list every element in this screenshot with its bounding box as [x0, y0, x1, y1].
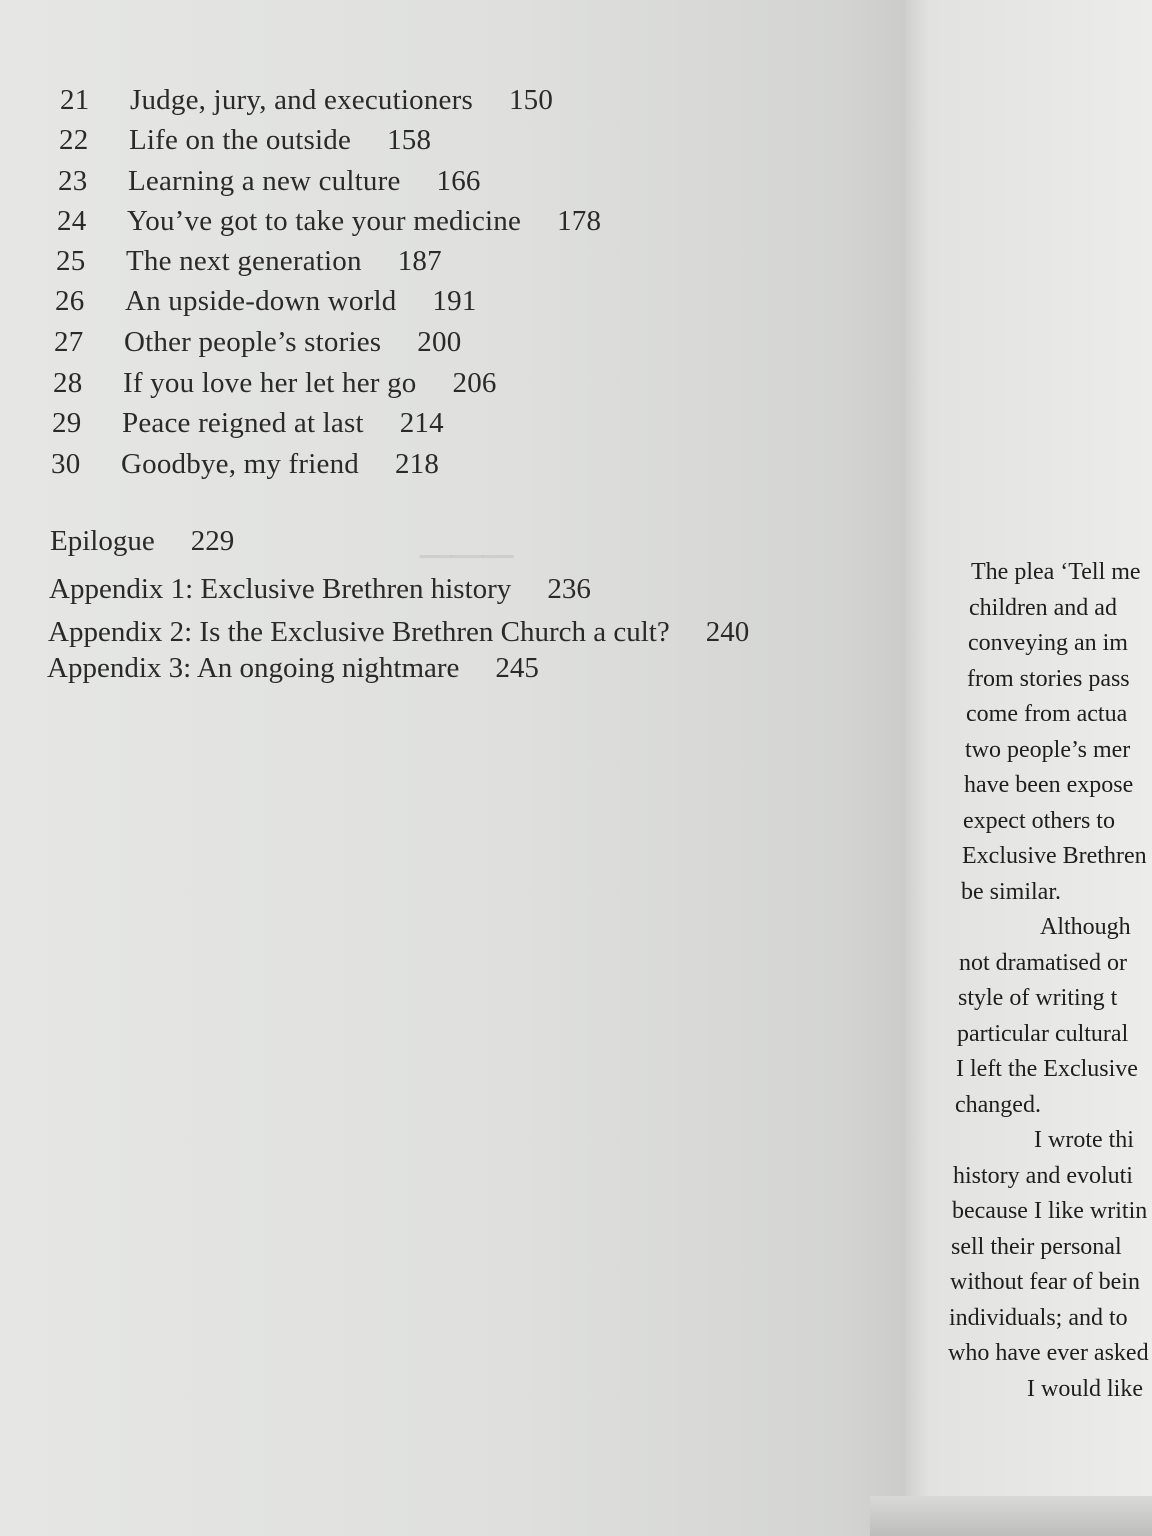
chapter-title: The next generation	[126, 245, 362, 277]
text-line: The plea ‘Tell me	[971, 559, 1141, 585]
right-page-clip	[905, 0, 1152, 1536]
text-line: Exclusive Brethren	[962, 843, 1147, 869]
toc-entry	[57, 205, 601, 238]
back-matter-page: 229	[190, 525, 235, 557]
text-line: be similar.	[961, 878, 1061, 905]
back-matter-title: Appendix 2: Is the Exclusive Brethren Church a cult?	[48, 616, 670, 648]
chapter-page: 214	[399, 407, 444, 439]
text-line: style of writing t	[958, 985, 1118, 1011]
text-line: particular cultural	[957, 1020, 1129, 1047]
text-line: children and ad	[969, 594, 1117, 621]
back-matter-page: 240	[705, 616, 750, 648]
toc-appendix-3	[47, 652, 539, 685]
toc-entry	[56, 245, 442, 278]
chapter-number: 27	[54, 326, 84, 358]
chapter-title: If you love her let her go	[123, 367, 417, 399]
chapter-title: An upside-down world	[125, 285, 397, 317]
chapter-page: 218	[394, 448, 440, 480]
back-matter-page: 245	[495, 652, 539, 684]
text-line: not dramatised or	[959, 949, 1127, 976]
toc-entry	[51, 448, 439, 481]
toc-appendix-2	[48, 616, 749, 649]
text-line: expect others to	[963, 807, 1115, 834]
chapter-title: You’ve got to take your medicine	[127, 205, 522, 237]
chapter-page: 191	[432, 285, 477, 317]
chapter-number: 29	[52, 407, 82, 439]
toc-entry	[59, 124, 431, 157]
chapter-title: Life on the outside	[129, 124, 352, 156]
chapter-page: 150	[508, 84, 554, 116]
chapter-title: Learning a new culture	[128, 165, 401, 197]
chapter-page: 166	[436, 165, 481, 197]
chapter-page: 200	[417, 326, 462, 358]
toc-appendix-1	[49, 573, 591, 606]
text-line: I wrote thi	[1034, 1127, 1134, 1153]
text-line: sell their personal	[951, 1233, 1122, 1260]
chapter-title: Judge, jury, and executioners	[130, 84, 473, 116]
back-matter-title: Epilogue	[50, 525, 155, 557]
text-line: from stories pass	[967, 665, 1130, 692]
text-line: history and evoluti	[953, 1162, 1133, 1189]
chapter-page: 187	[397, 245, 442, 277]
back-matter-title: Appendix 3: An ongoing nightmare	[47, 652, 460, 684]
toc-entry	[54, 326, 461, 359]
chapter-number: 21	[60, 84, 90, 116]
chapter-title: Peace reigned at last	[122, 407, 364, 439]
text-line: have been expose	[964, 772, 1134, 798]
chapter-number: 22	[59, 124, 89, 156]
text-line: come from actua	[966, 701, 1128, 727]
chapter-number: 26	[55, 285, 85, 317]
toc-entry	[58, 165, 481, 198]
toc-entry	[55, 285, 477, 318]
chapter-number: 25	[56, 245, 86, 277]
toc-entry	[52, 407, 444, 440]
text-line: individuals; and to	[949, 1304, 1128, 1331]
text-line: I left the Exclusive	[956, 1056, 1138, 1082]
text-line: changed.	[955, 1091, 1041, 1118]
chapter-page: 158	[387, 124, 432, 156]
chapter-number: 24	[57, 205, 87, 237]
text-line: I would like	[1027, 1375, 1143, 1402]
body-text	[948, 555, 1152, 1407]
back-matter-title: Appendix 1: Exclusive Brethren history	[49, 573, 512, 605]
text-line: who have ever asked	[948, 1340, 1149, 1366]
chapter-number: 30	[51, 448, 81, 480]
text-line: because I like writin	[952, 1198, 1148, 1224]
toc-entry	[60, 84, 553, 117]
chapter-number: 23	[58, 165, 88, 197]
show-through-shadow: ───	[420, 531, 514, 580]
chapter-page: 178	[557, 205, 602, 237]
chapter-page: 206	[452, 367, 497, 399]
text-line: conveying an im	[968, 630, 1128, 656]
text-line: two people’s mer	[965, 736, 1131, 763]
text-line: without fear of bein	[950, 1269, 1140, 1295]
toc-epilogue	[50, 525, 234, 558]
text-line: Although	[1040, 914, 1131, 940]
chapter-title: Other people’s stories	[124, 326, 382, 358]
toc-entry	[53, 367, 497, 400]
chapter-title: Goodbye, my friend	[121, 448, 359, 480]
chapter-number: 28	[53, 367, 83, 399]
back-matter-page: 236	[547, 573, 591, 605]
